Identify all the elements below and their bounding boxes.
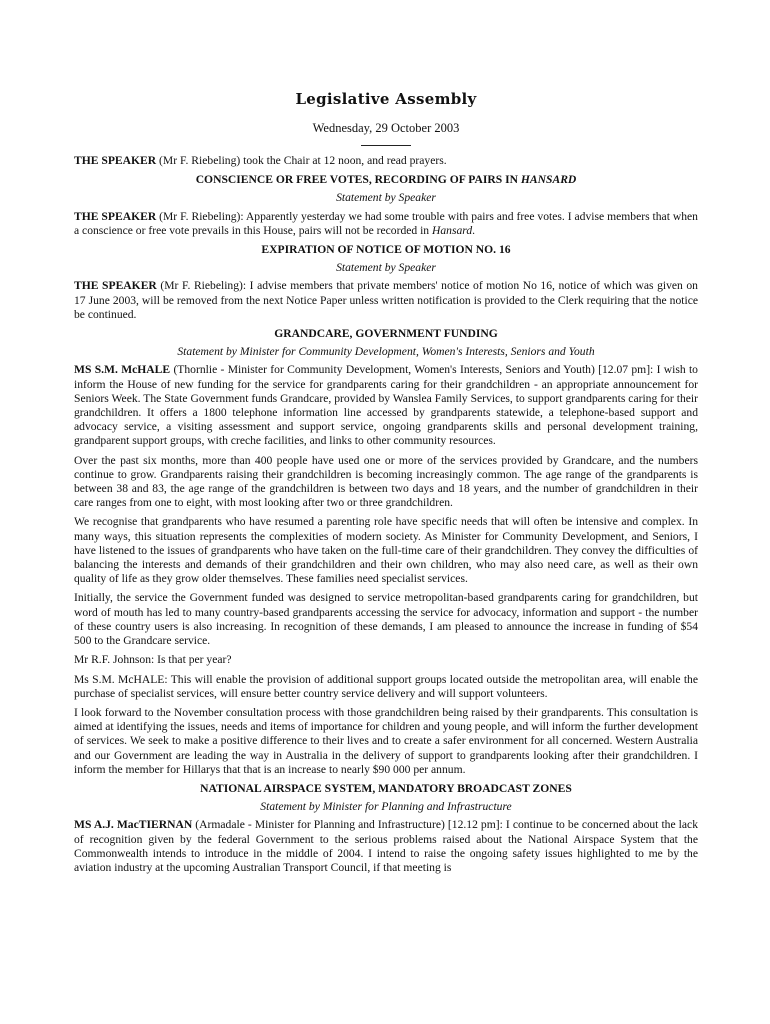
section-paragraph: MS S.M. McHALE (Thornlie - Minister for Community Development, Women's Interests, Seniors and Youth) [12.07 pm]: I wish to inform the House of new funding for the service for grandparents caring for their grandchildren - an appropriate announcement for Seniors Week. The State Government funds Grandcare, provided by Wanslea Family Services, to support grandparents caring for their grandchildren. It offers a 1800 telephone information line accessed by grandparents statewide, a telephone-based support and advocacy service, a visiting assessment and support service, ongoing grandparents skills and personal development training, grandparent support groups, with creche facilities, and links to other community resources.	[74, 363, 698, 448]
section-paragraph: THE SPEAKER (Mr F. Riebeling): I advise members that private members' notice of motion No 16, notice of which was given on 17 June 2003, will be removed from the next Notice Paper unless written notification is provided to the Clerk requiring that the notice be continued.	[74, 279, 698, 321]
section-heading: NATIONAL AIRSPACE SYSTEM, MANDATORY BROADCAST ZONES	[200, 781, 572, 795]
interjection: Mr R.F. Johnson: Is that per year?	[74, 653, 232, 667]
section-paragraph: Initially, the service the Government funded was designed to service metropolitan-based grandparents caring for grandchildren, but word of mouth has led to many country-based grandparents accessing the service for advocacy, information and support - the number of these country users is also increasing. In recognition of these demands, I am pleased to announce the increase in funding of $54 500 to the Grandcare service.	[74, 591, 698, 648]
speaker-name: THE SPEAKER	[74, 154, 157, 167]
section-subheading: Statement by Minister for Community Development, Women's Interests, Seniors and Youth	[177, 345, 595, 359]
section-heading: EXPIRATION OF NOTICE OF MOTION NO. 16	[261, 243, 511, 257]
section-paragraph: Over the past six months, more than 400 people have used one or more of the services provided by Grandcare, and the numbers continue to grow. Grandparents raising their grandchildren is becoming increasingly common. The age range of the grandparents is between 38 and 83, the age range of the grandchildren is between two days and 18 years, and the number of grandchildren in their care ranges from one to eight, with most looking after two or three grandchildren.	[74, 453, 698, 510]
section-heading: CONSCIENCE OR FREE VOTES, RECORDING OF PAIRS IN HANSARD	[195, 173, 577, 187]
title-divider	[361, 145, 411, 146]
section-paragraph: We recognise that grandparents who have resumed a parenting role have specific needs that will often be intensive and complex. In many ways, this situation represents the complexities of modern society. As Minister for Community Development, and Seniors, I have listened to the issues of grandparents who have taken on the full-time care of their grandchildren. They convey the difficulties of balancing the interests and demands of their grandchildren and their own children, who may also need care, as well as their own quality of life as they grow older themselves. These families need specialist services.	[74, 515, 698, 586]
speaker-name: THE SPEAKER	[74, 209, 157, 223]
speaker-name: THE SPEAKER	[74, 279, 157, 293]
section-subheading: Statement by Minister for Planning and Infrastructure	[260, 800, 512, 814]
opening-paragraph	[74, 154, 698, 168]
section-paragraph: I look forward to the November consultation process with those grandchildren being raised by their grandparents. This consultation is aimed at identifying the issues, needs and items of importance for children and young people, and will inform the further development of services. We seek to make a positive difference to their lives and to create a safer environment for all concerned. Western Australia and our Government are leading the way in Australia in the delivery of support to grandparents looking after their grandchildren. I inform the member for Hillarys that that is an increase to nearly $90 000 per annum.	[74, 705, 698, 776]
section-subheading: Statement by Speaker	[336, 191, 436, 205]
sitting-date: Wednesday, 29 October 2003	[312, 121, 460, 135]
section-heading: GRANDCARE, GOVERNMENT FUNDING	[274, 327, 498, 341]
section-subheading: Statement by Speaker	[336, 261, 436, 275]
document-title: Legislative Assembly	[295, 90, 477, 108]
paragraph-text: (Mr F. Riebeling) took the Chair at 12 noon, and read prayers.	[156, 154, 447, 167]
section-paragraph: Ms S.M. McHALE: This will enable the provision of additional support groups located outside the metropolitan area, will enable the purchase of specialist services, will ensure better country service delivery and will support volunteers.	[74, 672, 698, 700]
speaker-name: MS S.M. McHALE	[74, 363, 171, 377]
speaker-name: MS A.J. MacTIERNAN	[74, 818, 193, 832]
section-paragraph: THE SPEAKER (Mr F. Riebeling): Apparently yesterday we had some trouble with pairs and free votes. I advise members that when a conscience or free vote prevails in this House, pairs will not be recorded in Hansard.	[74, 209, 698, 237]
section-paragraph: MS A.J. MacTIERNAN (Armadale - Minister for Planning and Infrastructure) [12.12 pm]: I continue to be concerned about the lack of recognition given by the federal Government to the serious problems raised about the National Airspace System that the Commonwealth intends to introduce in the middle of 2004. I intend to raise the ongoing safety issues highlighted to me by the aviation industry at the upcoming Australian Transport Council, if that meeting is	[74, 818, 698, 874]
